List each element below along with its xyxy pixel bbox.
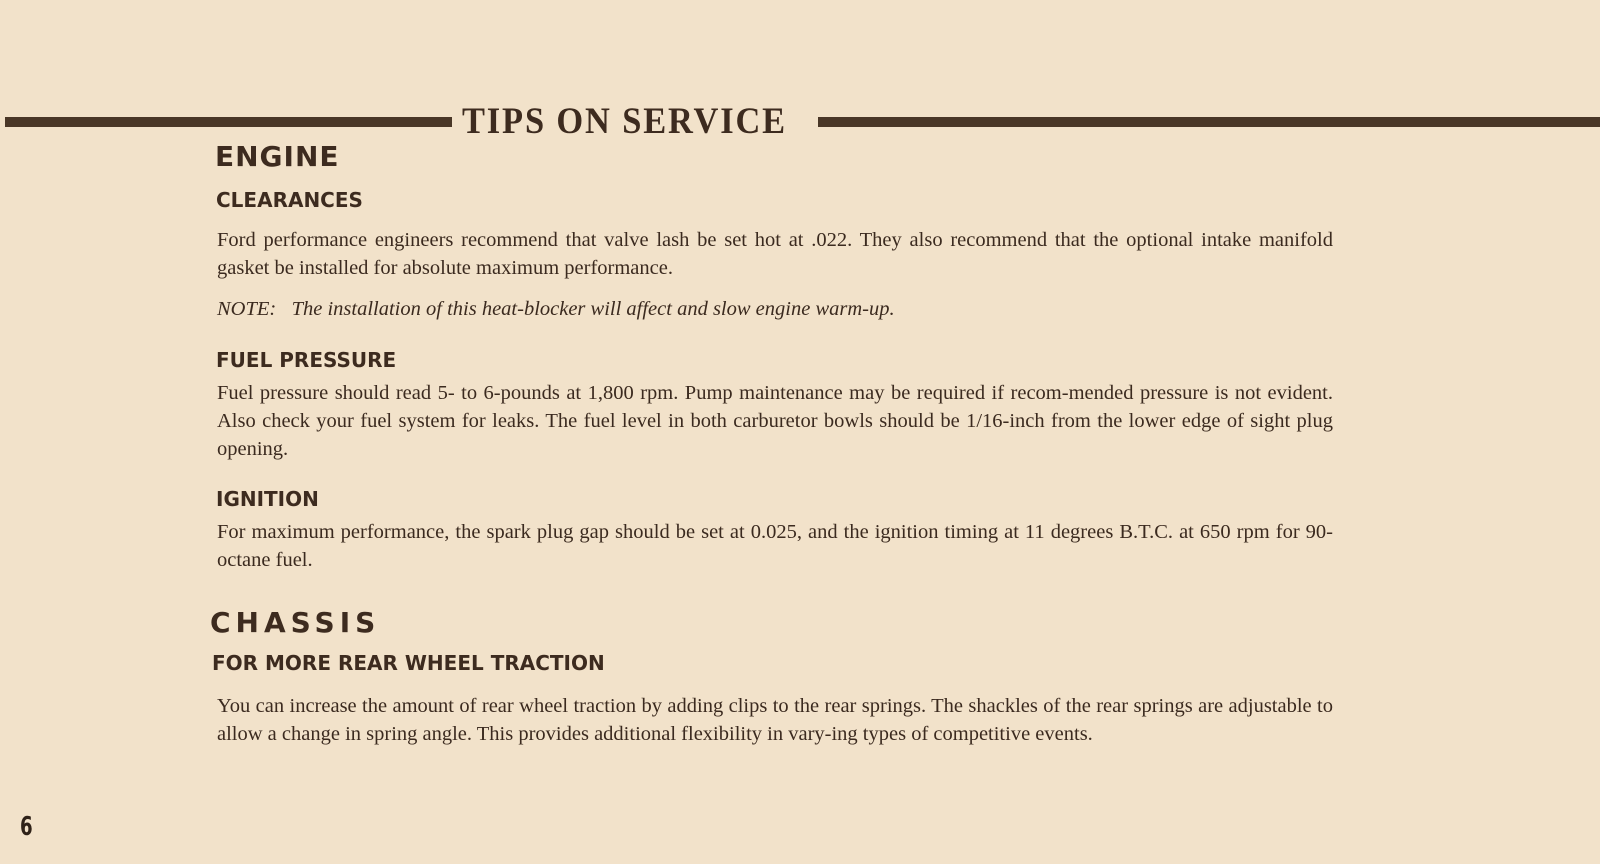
fuel-pressure-body: Fuel pressure should read 5- to 6-pounds at 1,800 rpm. Pump maintenance may be required if recom-mended pressure is not evident. Also check your fuel system for leaks. The fuel level in both carburetor bowls should be 1/16-inch from the lower edge of sight plug opening. bbox=[217, 382, 1333, 460]
page-title: TIPS ON SERVICE bbox=[462, 101, 787, 142]
ignition-heading: IGNITION bbox=[216, 487, 319, 511]
clearances-note: NOTE: The installation of this heat-blocker will affect and slow engine warm-up. bbox=[217, 298, 895, 320]
chassis-heading: CHASSIS bbox=[210, 606, 381, 639]
page-number: 6 bbox=[20, 812, 33, 842]
header-rule-left bbox=[5, 117, 452, 127]
engine-heading: ENGINE bbox=[215, 140, 340, 173]
traction-heading: FOR MORE REAR WHEEL TRACTION bbox=[212, 651, 605, 675]
clearances-body: Ford performance engineers recommend that valve lash be set hot at .022. They also recommend that the optional intake manifold gasket be installed for absolute maximum performance. bbox=[217, 229, 1333, 279]
traction-body: You can increase the amount of rear wheel traction by adding clips to the rear springs. The shackles of the rear springs are adjustable to allow a change in spring angle. This provides additional flexibility in vary-ing types of competitive events. bbox=[217, 695, 1333, 745]
clearances-heading: CLEARANCES bbox=[216, 188, 363, 212]
header-rule-right bbox=[818, 117, 1600, 127]
fuel-pressure-heading: FUEL PRESSURE bbox=[216, 348, 397, 372]
ignition-body: For maximum performance, the spark plug gap should be set at 0.025, and the ignition timing at 11 degrees B.T.C. at 650 rpm for 90-octane fuel. bbox=[217, 521, 1333, 571]
